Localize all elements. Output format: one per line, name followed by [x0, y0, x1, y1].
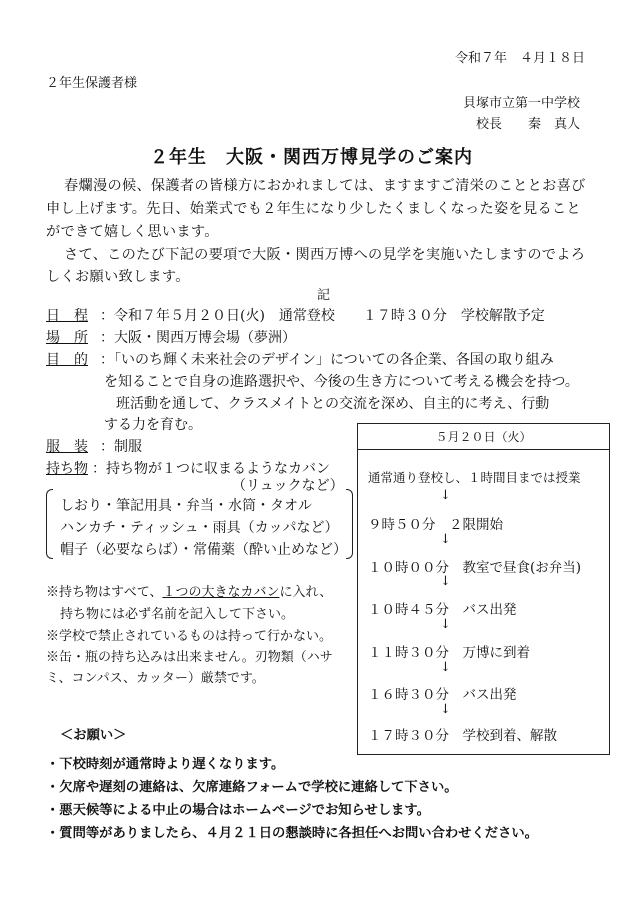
- schedule-step-5: １１時３０分 万博に到着: [368, 645, 530, 661]
- intro-line-5: しくお願い致します。: [46, 269, 190, 285]
- document-date: 令和７年 ４月１８日: [455, 51, 586, 66]
- request-item-4: ・質問等がありましたら、４月２１日の懇談時に各担任へお問い合わせください。: [46, 826, 538, 841]
- arrow-icon: ↓: [440, 660, 451, 675]
- schedule-step-1: 通常通り登校し、１時間目までは授業: [368, 470, 581, 485]
- items-bracket-right: [346, 489, 353, 559]
- note-1-line-2: 持ち物には必ず名前を記入して下さい。: [60, 607, 295, 622]
- date-value: ：令和７年５月２０日(火) 通常登校 １７時３０分 学校解散予定: [100, 308, 545, 324]
- date-label: 日 程: [46, 308, 88, 324]
- note-1-underlined: １つの大きなカバン: [162, 585, 280, 600]
- school-name: 貝塚市立第一中学校: [463, 96, 581, 111]
- purpose-label: 目 的: [46, 352, 88, 368]
- dress-label: 服 装: [46, 439, 88, 455]
- intro-line-1: 春爛漫の候、保護者の皆様方におかれましては、ますますご清栄のこととお喜び: [64, 178, 586, 194]
- page-title: ２年生 大阪・関西万博見学のご案内: [150, 147, 473, 168]
- schedule-step-6: １６時３０分 バス出発: [368, 687, 517, 703]
- items-line-2: （リュックなど）: [232, 478, 344, 494]
- items-list-2: ハンカチ・ティッシュ・雨具（カッパなど）: [60, 520, 339, 536]
- purpose-line-3: 班活動を通して、クラスメイトとの交流を深め、自主的に考え、行動: [116, 396, 550, 412]
- ki-marker: 記: [317, 288, 331, 303]
- items-list-3: 帽子（必要ならば）・常備薬（酔い止めなど）: [60, 542, 347, 558]
- place-value: ：大阪・関西万博会場（夢洲）: [100, 330, 296, 346]
- arrow-icon: ↓: [440, 617, 451, 632]
- note-3-line-1: ※缶・瓶の持ち込みは出来ません。刃物類（ハサ: [46, 650, 333, 665]
- note-3-line-2: ミ、コンパス、カッター）厳禁です。: [46, 671, 265, 686]
- intro-line-3: ができて嬉しく思います。: [46, 224, 219, 240]
- items-list-1: しおり・筆記用具・弁当・水筒・タオル: [60, 498, 312, 514]
- note-2: ※学校で禁止されているものは持って行かない。: [46, 629, 333, 644]
- schedule-step-4: １０時４５分 バス出発: [368, 602, 517, 618]
- items-line-1: ：持ち物が１つに収まるようなカバン: [92, 461, 330, 477]
- note-1-text-a: ※持ち物はすべて、: [46, 585, 163, 600]
- request-item-3: ・悪天候等による中止の場合はホームページでお知らせします。: [46, 803, 430, 818]
- principal-name: 校長 秦 真人: [476, 117, 581, 132]
- arrow-icon: ↓: [440, 532, 451, 547]
- schedule-header: ５月２０日（火）: [358, 424, 609, 450]
- schedule-box: [357, 423, 610, 755]
- intro-line-2: 申し上げます。先日、始業式でも２年生になり少したくましくなった姿を見ること: [46, 201, 581, 217]
- schedule-step-2: ９時５０分 ２限開始: [368, 517, 503, 533]
- note-1-line-1: [46, 581, 332, 600]
- recipient: ２年生保護者様: [46, 76, 138, 91]
- schedule-step-7: １７時３０分 学校到着、解散: [368, 728, 557, 744]
- request-item-2: ・欠席や遅刻の連絡は、欠席連絡フォームで学校に連絡して下さい。: [46, 780, 458, 795]
- note-1-text-b: に入れ、: [279, 585, 333, 600]
- items-label: 持ち物: [46, 461, 88, 477]
- arrow-icon: ↓: [440, 574, 451, 589]
- arrow-icon: ↓: [440, 702, 451, 717]
- requests-heading: ＜お願い＞: [60, 728, 127, 743]
- intro-line-4: さて、このたび下記の要項で大阪・関西万博への見学を実施いたしますのでよろ: [64, 247, 586, 263]
- dress-value: ：制服: [100, 439, 142, 455]
- schedule-step-3: １０時００分 教室で昼食(お弁当): [368, 560, 582, 576]
- request-item-1: ・下校時刻が通常時より遅くなります。: [46, 757, 285, 772]
- purpose-line-2: を知ることで自身の進路選択や、今後の生き方について考える機会を持つ。: [104, 374, 579, 390]
- place-label: 場 所: [46, 330, 88, 346]
- arrow-icon: ↓: [440, 488, 451, 503]
- purpose-line-1: ：「いのち輝く未来社会のデザイン」についての各企業、各国の取り組み: [100, 352, 554, 368]
- items-bracket-left: [46, 489, 53, 559]
- purpose-line-4: する力を育む。: [104, 417, 202, 433]
